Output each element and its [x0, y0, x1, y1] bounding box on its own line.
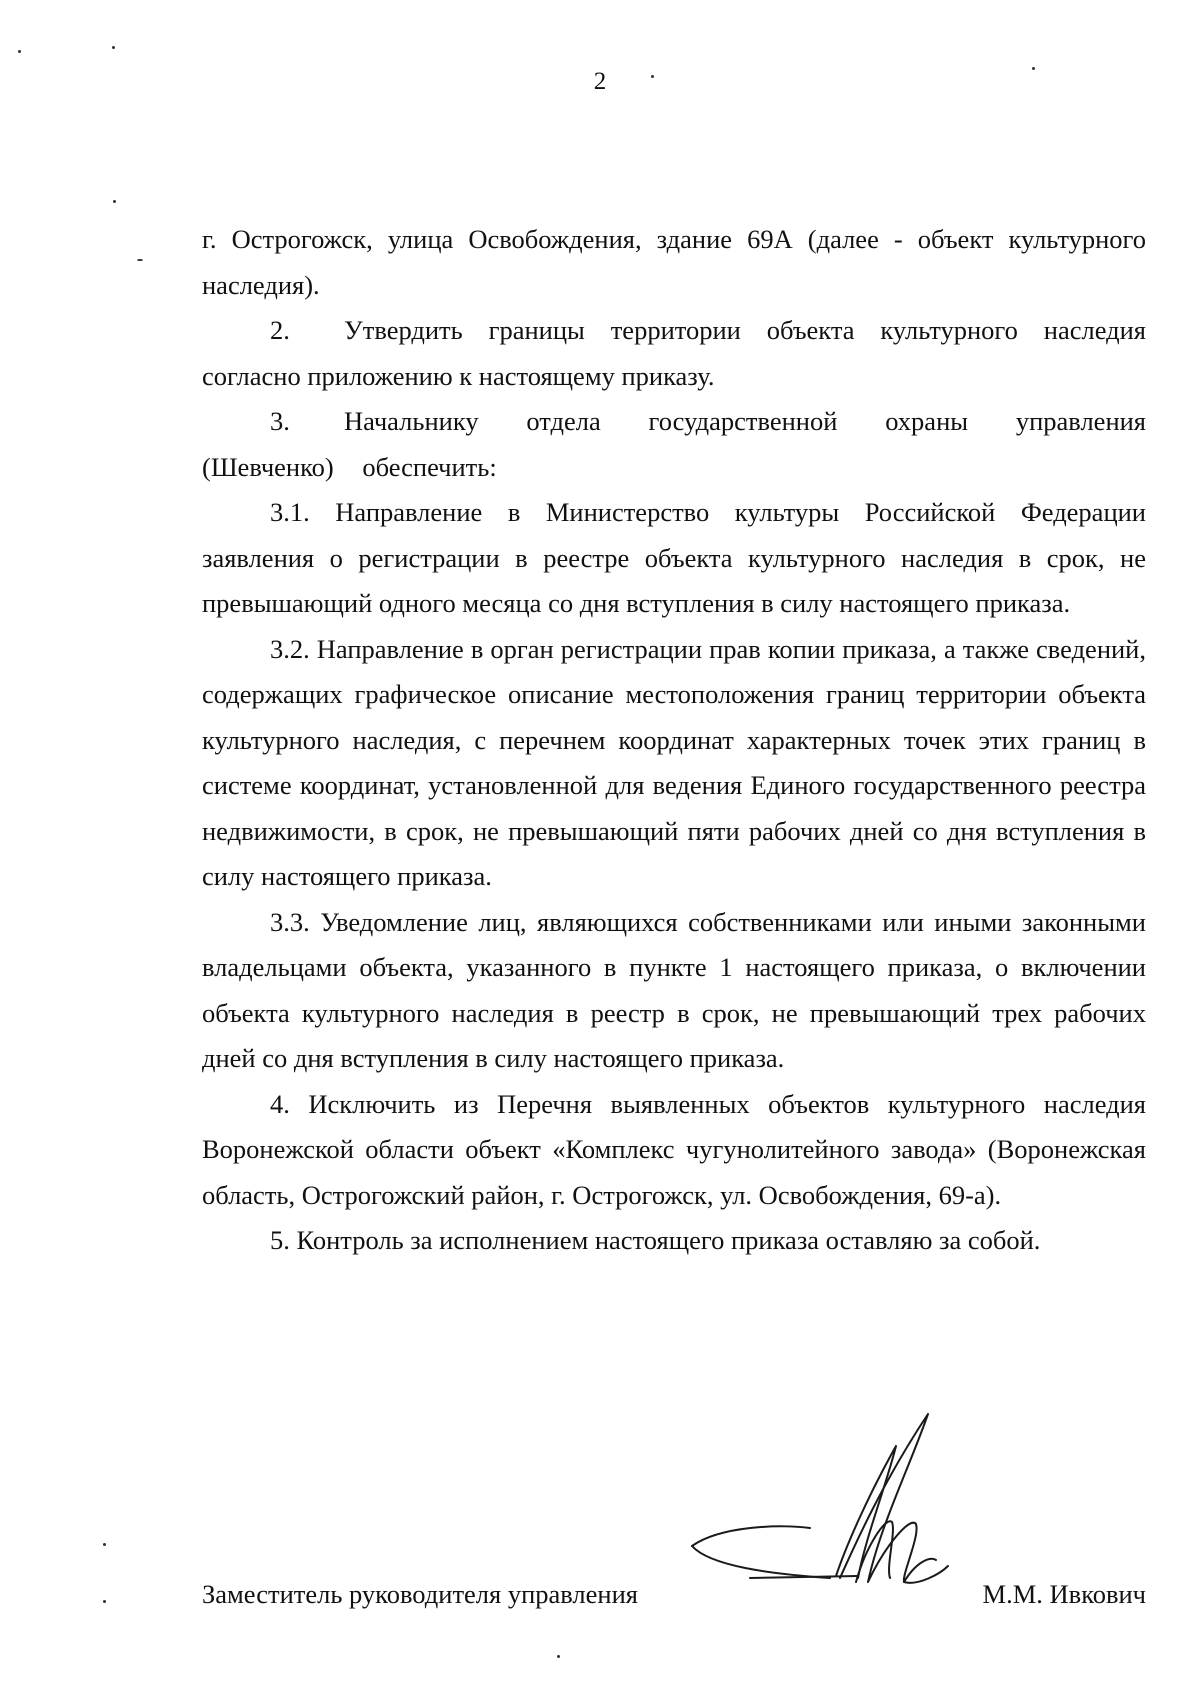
scan-speck	[137, 259, 143, 261]
paragraph-item-3-3: 3.3. Уведомление лиц, являющихся собственниками или иными законными владельцами объекта, указанного в пункте 1 настоящего приказа, о включении объекта культурного наследия в реестр в срок, не превышающий трех рабочих дней со дня вступления в силу настоящего приказа.	[202, 906, 1146, 1073]
paragraph-item-3-1: 3.1. Направление в Министерство культуры Российской Федерации заявления о регистрации в реестре объекта культурного наследия в срок, не превышающий одного месяца со дня вступления в силу настоящего приказа.	[202, 497, 1146, 618]
scan-speck	[103, 1600, 106, 1603]
item-3-number: 3.	[270, 406, 290, 436]
scan-speck	[103, 1543, 106, 1546]
scan-speck	[557, 1655, 560, 1658]
item-3-text: Начальнику отдела государственной охраны управления (Шевченко) обеспечить:	[202, 406, 1146, 482]
paragraph-continuation: г. Острогожск, улица Освобождения, здание 69А (далее - объект культурного наследия).	[202, 224, 1146, 300]
item-2-number: 2.	[270, 315, 290, 345]
signatory-name: М.М. Ивкович	[982, 1579, 1146, 1609]
handwritten-signature	[690, 1406, 950, 1621]
scan-speck	[1032, 67, 1035, 70]
paragraph-item-2	[202, 308, 1146, 399]
paragraph-item-4: 4. Исключить из Перечня выявленных объектов культурного наследия Воронежской области объект «Комплекс чугунолитейного завода» (Воронежская область, Острогожский район, г. Острогожск, ул. Освобождения, 69-а).	[202, 1088, 1146, 1210]
scan-speck	[651, 75, 654, 78]
signatory-position: Заместитель руководителя управления	[202, 1579, 638, 1609]
scan-speck	[18, 50, 21, 53]
paragraph-item-3-2: 3.2. Направление в орган регистрации прав копии приказа, а также сведений, содержащих графическое описание местоположения границ территории объекта культурного наследия, с перечнем координат характерных точек этих границ в системе координат, установленной для ведения Единого государственного реестра недвижимости, в срок, не превышающий пяти рабочих дней со дня вступления в силу настоящего приказа.	[202, 633, 1146, 891]
paragraph-item-5: 5. Контроль за исполнением настоящего приказа оставляю за собой.	[270, 1225, 1041, 1255]
page-number: 2	[593, 68, 607, 95]
paragraph-item-3	[202, 399, 1146, 490]
document-body	[202, 217, 1146, 1264]
item-2-text: Утвердить границы территории объекта культурного наследия согласно приложению к настоящему приказу.	[202, 315, 1146, 391]
scan-speck	[113, 200, 116, 203]
scan-speck	[112, 46, 115, 49]
